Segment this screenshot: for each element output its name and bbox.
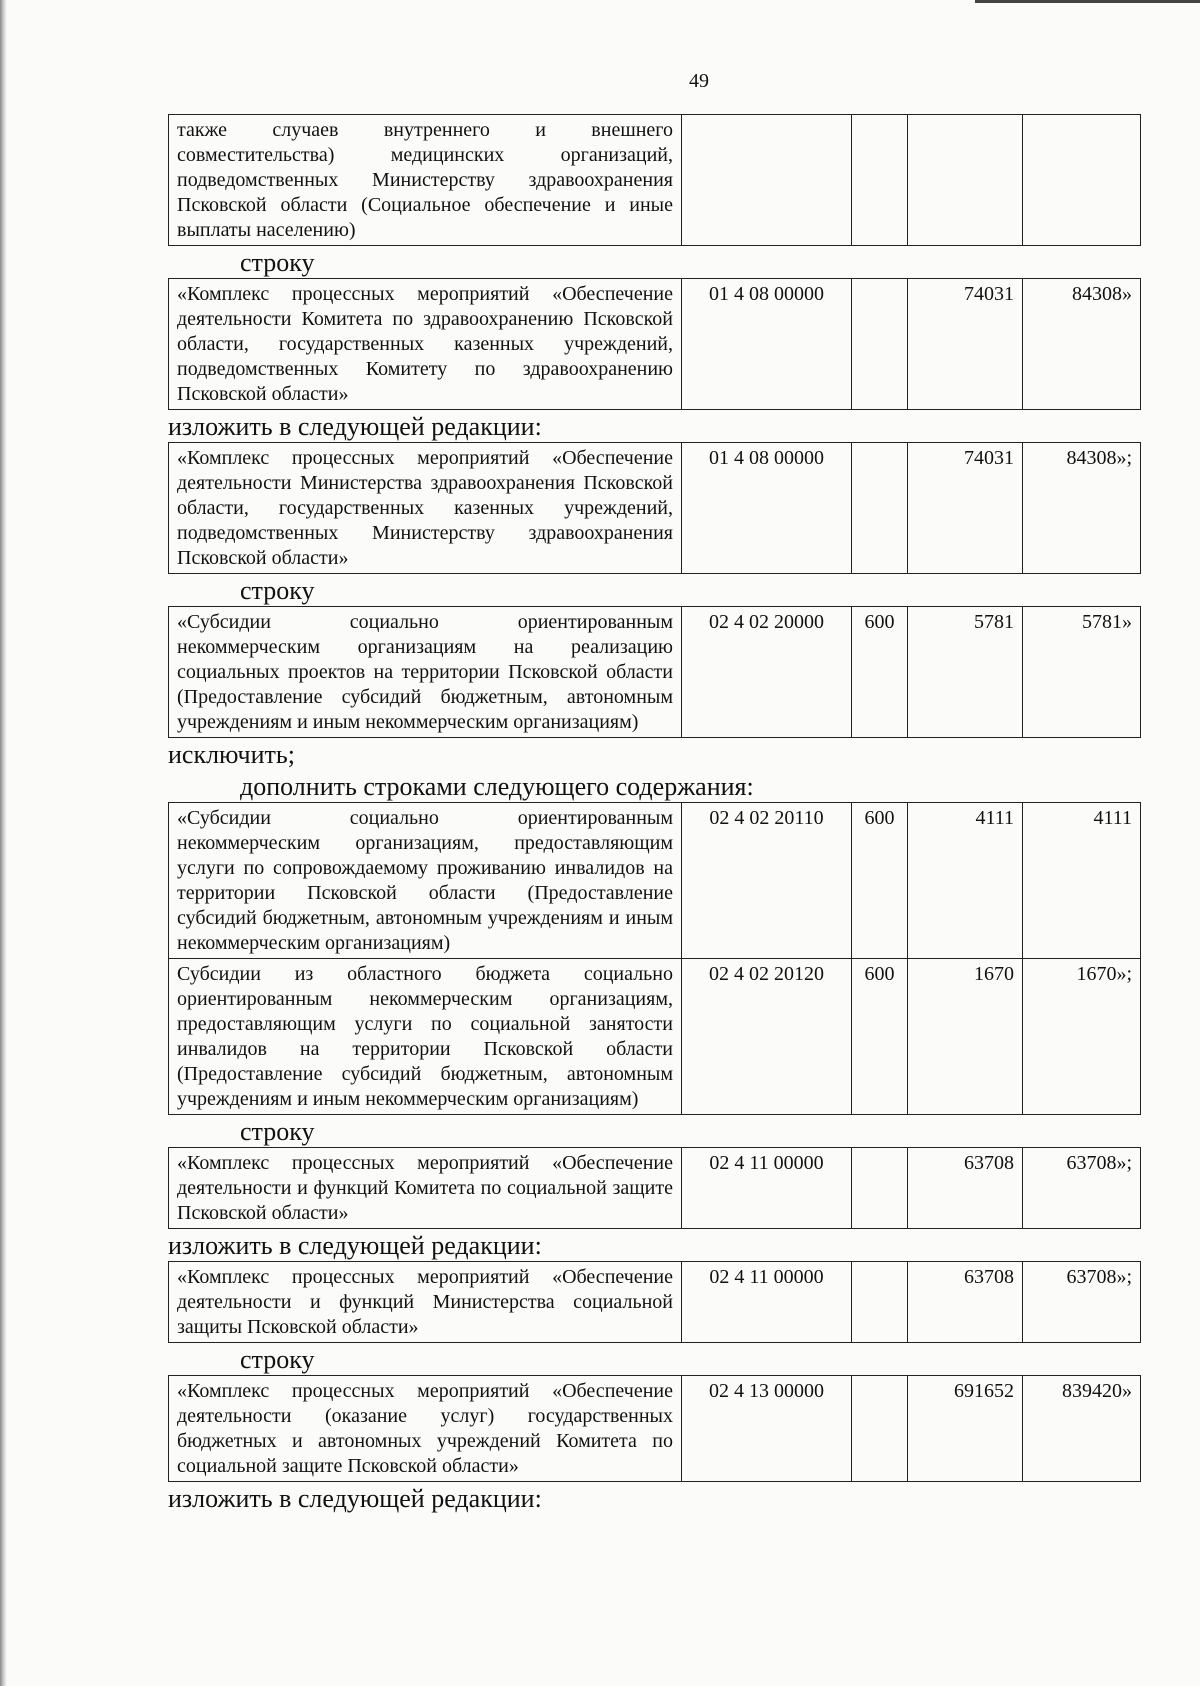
row-code: 02 4 13 00000 xyxy=(682,1376,852,1482)
table-row xyxy=(169,443,1141,574)
budget-table xyxy=(168,802,1141,1115)
row-expense-type xyxy=(852,279,908,410)
row-description: «Комплекс процессных мероприятий «Обеспечение деятельности Комитета по здравоохранению Псковской области, государственных казенных учреждений, подведомственных Комитету по здравоохранению Псковской области» xyxy=(169,279,682,410)
row-amount-2: 84308»; xyxy=(1023,443,1141,574)
instruction-text: строку xyxy=(240,1117,315,1146)
scan-shadow-edge xyxy=(0,0,7,1686)
row-amount-2: 84308» xyxy=(1023,279,1141,410)
row-code: 02 4 11 00000 xyxy=(682,1148,852,1229)
table-row xyxy=(169,607,1141,738)
row-expense-type: 600 xyxy=(852,803,908,959)
instruction-text: изложить в следующей редакции: xyxy=(168,412,542,441)
row-expense-type xyxy=(852,1262,908,1343)
budget-table xyxy=(168,606,1141,738)
row-code: 02 4 02 20000 xyxy=(682,607,852,738)
row-code: 01 4 08 00000 xyxy=(682,279,852,410)
row-expense-type xyxy=(852,115,908,246)
row-code: 02 4 11 00000 xyxy=(682,1262,852,1343)
row-description: «Комплекс процессных мероприятий «Обеспечение деятельности (оказание услуг) государственных бюджетных и автономных учреждений Комитета по социальной защите Псковской области» xyxy=(169,1376,682,1482)
row-amount-1 xyxy=(908,115,1023,246)
row-amount-2: 1670»; xyxy=(1023,959,1141,1115)
scan-top-mark xyxy=(975,0,1200,3)
row-expense-type xyxy=(852,1376,908,1482)
table-row xyxy=(169,803,1141,959)
table-row xyxy=(169,1148,1141,1229)
row-expense-type: 600 xyxy=(852,607,908,738)
table-row xyxy=(169,1262,1141,1343)
row-amount-1: 63708 xyxy=(908,1262,1023,1343)
row-code: 02 4 02 20120 xyxy=(682,959,852,1115)
row-amount-1: 74031 xyxy=(908,443,1023,574)
row-description: «Комплекс процессных мероприятий «Обеспечение деятельности Министерства здравоохранения Псковской области, государственных казенных учреждений, подведомственных Министерству здравоохранения Псковской области» xyxy=(169,443,682,574)
row-amount-2: 63708»; xyxy=(1023,1262,1141,1343)
row-description: Субсидии из областного бюджета социально ориентированным некоммерческим организациям, предоставляющим услуги по социальной занятости инвалидов на территории Псковской области (Предоставление субсидий бюджетным, автономным учреждениям и иным некоммерческим организациям) xyxy=(169,959,682,1115)
budget-table xyxy=(168,114,1141,246)
row-amount-2: 4111 xyxy=(1023,803,1141,959)
instruction-text: исключить; xyxy=(168,740,295,769)
table-row xyxy=(169,115,1141,246)
row-code: 02 4 02 20110 xyxy=(682,803,852,959)
row-amount-1: 63708 xyxy=(908,1148,1023,1229)
instruction-text: строку xyxy=(240,1345,315,1374)
row-amount-1: 1670 xyxy=(908,959,1023,1115)
budget-table xyxy=(168,1261,1141,1343)
instruction-text: строку xyxy=(240,248,315,277)
row-expense-type: 600 xyxy=(852,959,908,1115)
budget-table xyxy=(168,1147,1141,1229)
row-expense-type xyxy=(852,1148,908,1229)
instruction-text: дополнить строками следующего содержания: xyxy=(240,772,754,801)
row-amount-2: 5781» xyxy=(1023,607,1141,738)
row-description: «Субсидии социально ориентированным некоммерческим организациям на реализацию социальных проектов на территории Псковской области (Предоставление субсидий бюджетным, автономным учреждениям и иным некоммерческим организациям) xyxy=(169,607,682,738)
document-body xyxy=(168,114,1140,1514)
row-amount-1: 5781 xyxy=(908,607,1023,738)
row-amount-2 xyxy=(1023,115,1141,246)
instruction-text: строку xyxy=(240,576,315,605)
row-description: «Комплекс процессных мероприятий «Обеспечение деятельности и функций Комитета по социальной защите Псковской области» xyxy=(169,1148,682,1229)
row-code: 01 4 08 00000 xyxy=(682,443,852,574)
budget-table xyxy=(168,442,1141,574)
budget-table xyxy=(168,278,1141,410)
row-amount-2: 839420» xyxy=(1023,1376,1141,1482)
row-amount-1: 691652 xyxy=(908,1376,1023,1482)
instruction-text: изложить в следующей редакции: xyxy=(168,1484,542,1513)
row-description: «Комплекс процессных мероприятий «Обеспечение деятельности и функций Министерства социальной защиты Псковской области» xyxy=(169,1262,682,1343)
row-amount-1: 4111 xyxy=(908,803,1023,959)
row-amount-2: 63708»; xyxy=(1023,1148,1141,1229)
page-number: 49 xyxy=(689,70,709,92)
table-row xyxy=(169,1376,1141,1482)
row-expense-type xyxy=(852,443,908,574)
row-description: «Субсидии социально ориентированным некоммерческим организациям, предоставляющим услуги по сопровождаемому проживанию инвалидов на территории Псковской области (Предоставление субсидий бюджетным, автономным учреждениям и иным некоммерческим организациям) xyxy=(169,803,682,959)
table-row xyxy=(169,959,1141,1115)
row-code xyxy=(682,115,852,246)
row-amount-1: 74031 xyxy=(908,279,1023,410)
instruction-text: изложить в следующей редакции: xyxy=(168,1231,542,1260)
budget-table xyxy=(168,1375,1141,1482)
row-description: также случаев внутреннего и внешнего совместительства) медицинских организаций, подведомственных Министерству здравоохранения Псковской области (Социальное обеспечение и иные выплаты населению) xyxy=(169,115,682,246)
table-row xyxy=(169,279,1141,410)
